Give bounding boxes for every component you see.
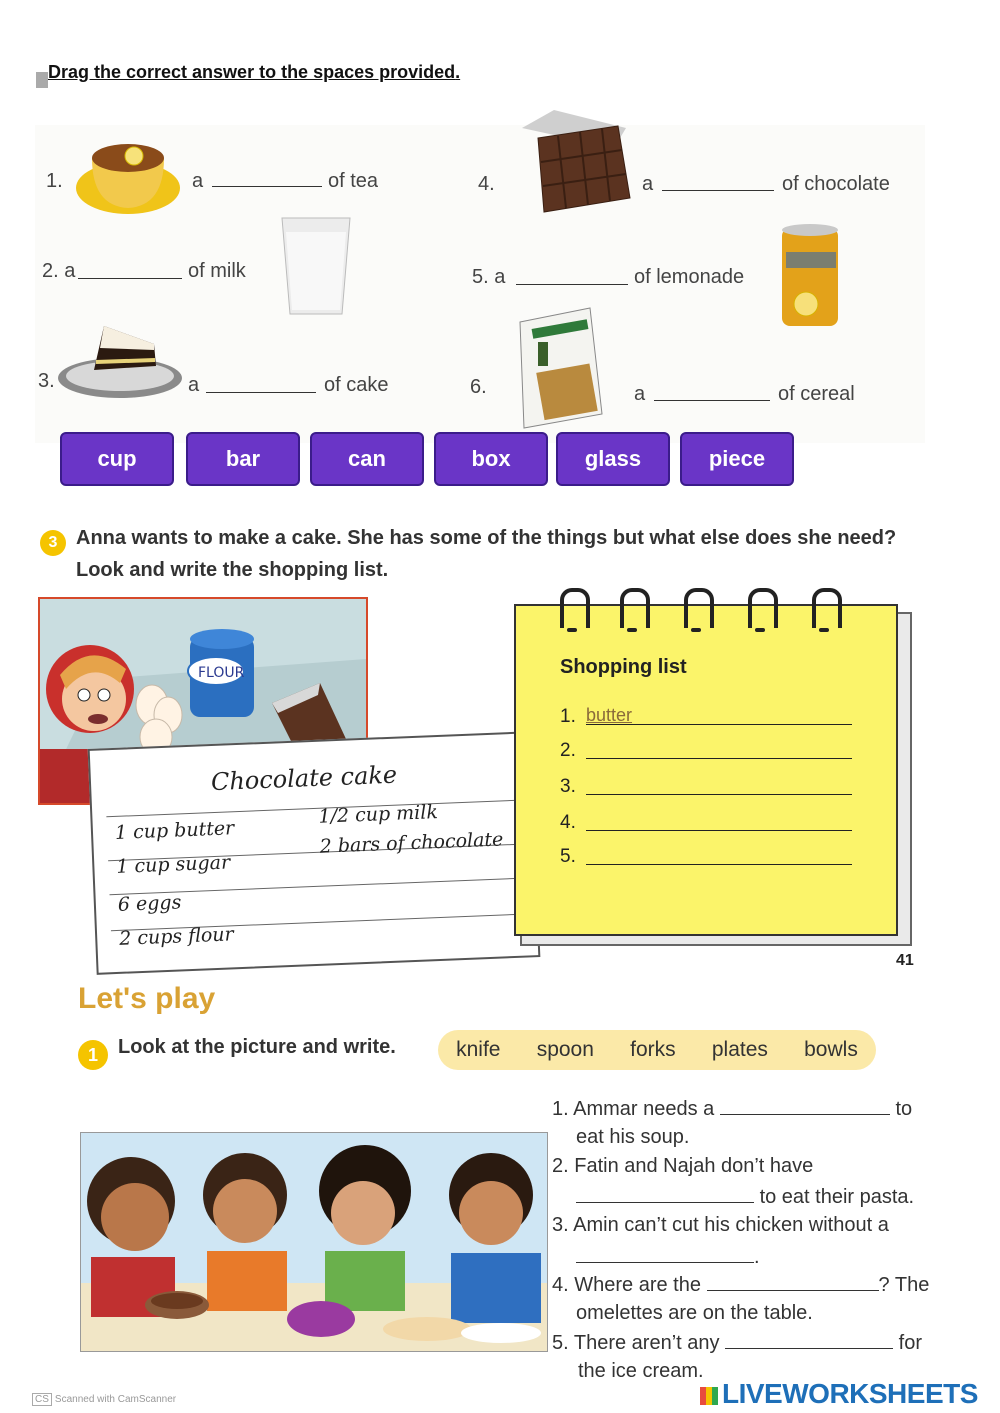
sentence-4-cont: omelettes are on the table. <box>576 1302 813 1324</box>
lemonade-can-icon <box>778 222 842 330</box>
liveworksheets-logo[interactable]: LIVEWORKSHEETS <box>700 1378 978 1410</box>
sentence-5: 5. There aren’t any for <box>552 1332 922 1354</box>
sentence-1: 1. Ammar needs a to <box>552 1098 913 1120</box>
item-4-number: 4. <box>478 173 495 195</box>
word-bank-item: spoon <box>536 1038 594 1061</box>
chocolate-bar-icon <box>514 108 634 218</box>
lets-play-number: 1 <box>78 1040 108 1070</box>
shopping-item-number: 1. <box>560 706 576 727</box>
sentence-3-cont: . <box>576 1244 760 1269</box>
item-2-text: of milk <box>188 260 246 282</box>
item-3-blank[interactable] <box>206 374 316 393</box>
recipe-ingredient: 2 bars of chocolate <box>319 828 504 858</box>
item-4-article: a <box>642 173 654 195</box>
notepad-ring <box>684 588 714 628</box>
sentence-3: 3. Amin can’t cut his chicken without a <box>552 1214 889 1236</box>
item-5-blank[interactable] <box>516 266 628 285</box>
item-3-number: 3. <box>38 370 55 392</box>
item-3-text: of cake <box>324 374 389 396</box>
scanner-watermark: CS Scanned with CamScanner <box>32 1394 176 1405</box>
shopping-item-number: 3. <box>560 776 576 797</box>
lets-play-heading: Let's play <box>78 982 216 1015</box>
liveworksheets-logo-icon <box>700 1387 718 1405</box>
page-number: 41 <box>896 952 914 969</box>
item-2-number: 2. a <box>42 260 76 282</box>
recipe-ingredient: 1 cup butter <box>114 817 235 844</box>
word-bank-item: plates <box>711 1038 768 1061</box>
sentence-3-blank[interactable] <box>576 1244 754 1263</box>
item-5-text: of lemonade <box>634 266 745 288</box>
answer-chip-can[interactable]: can <box>310 432 424 486</box>
word-bank-item: bowls <box>804 1038 858 1061</box>
notepad-ring <box>620 588 650 628</box>
answer-chip-bar[interactable]: bar <box>186 432 300 486</box>
instruction-text: Drag the correct answer to the spaces provided. <box>48 62 461 82</box>
shopping-item-2-field[interactable] <box>586 738 852 759</box>
sentence-1-blank[interactable] <box>720 1096 890 1115</box>
word-bank-item: knife <box>456 1038 501 1061</box>
notepad-ring <box>560 588 590 628</box>
recipe-ingredient: 6 eggs <box>117 891 182 916</box>
sentence-2: 2. Fatin and Najah don’t have <box>552 1155 814 1177</box>
instruction-marker <box>36 72 48 88</box>
shopping-item-1-field[interactable] <box>586 704 852 725</box>
shopping-list-title: Shopping list <box>560 656 687 678</box>
notepad-ring <box>748 588 778 628</box>
item-6-article: a <box>634 383 646 405</box>
item-6-blank[interactable] <box>654 382 770 401</box>
item-5-number: 5. a <box>472 266 506 288</box>
recipe-title: Chocolate cake <box>210 760 398 797</box>
exercise-3-instruction: Anna wants to make a cake. She has some of the things but what else does she need? Look and write the shopping list. <box>76 527 897 581</box>
word-bank <box>438 1030 876 1070</box>
shopping-item-3-field[interactable] <box>586 774 852 795</box>
piece-of-cake-icon <box>56 318 186 402</box>
shopping-item-5-field[interactable] <box>586 844 852 865</box>
item-2-blank[interactable] <box>78 260 182 279</box>
recipe-card <box>88 731 541 975</box>
answer-chip-glass[interactable]: glass <box>556 432 670 486</box>
glass-of-milk-icon <box>276 210 356 320</box>
sentence-2-blank[interactable] <box>576 1184 754 1203</box>
notepad-ring <box>812 588 842 628</box>
children-eating-illustration <box>80 1132 548 1352</box>
recipe-ingredient: 1/2 cup milk <box>318 801 439 828</box>
answer-chip-piece[interactable]: piece <box>680 432 794 486</box>
flour-bag-label: FLOUR <box>198 665 245 681</box>
item-6-number: 6. <box>470 376 487 398</box>
shopping-item-number: 4. <box>560 812 576 833</box>
sentence-1-cont: eat his soup. <box>576 1126 690 1148</box>
shopping-item-number: 5. <box>560 846 576 867</box>
cereal-box-icon <box>516 302 608 432</box>
exercise-3-number: 3 <box>40 530 66 556</box>
lets-play-instruction: Look at the picture and write. <box>118 1036 396 1058</box>
sentence-5-blank[interactable] <box>725 1330 893 1349</box>
scanner-badge: CS <box>32 1393 52 1406</box>
shopping-item-4-field[interactable] <box>586 810 852 831</box>
item-4-blank[interactable] <box>662 172 774 191</box>
word-bank-item: forks <box>630 1038 676 1061</box>
shopping-item-number: 2. <box>560 740 576 761</box>
sentence-5-cont: the ice cream. <box>578 1360 704 1382</box>
sentence-2-cont: to eat their pasta. <box>576 1184 914 1209</box>
item-1-article: a <box>192 170 204 192</box>
sentence-4-blank[interactable] <box>707 1272 879 1291</box>
recipe-ingredient: 2 cups flour <box>118 923 235 950</box>
cup-of-tea-icon <box>70 118 180 218</box>
recipe-ingredient: 1 cup sugar <box>115 851 231 878</box>
sentence-4: 4. Where are the ? The <box>552 1274 930 1296</box>
item-1-number: 1. <box>46 170 63 192</box>
item-3-article: a <box>188 374 200 396</box>
item-4-text: of chocolate <box>782 173 890 195</box>
shopping-list-notepad <box>514 604 898 936</box>
shopping-item-1-answer: butter <box>586 705 633 725</box>
item-1-blank[interactable] <box>212 168 322 187</box>
item-1-text: of tea <box>328 170 379 192</box>
item-6-text: of cereal <box>778 383 855 405</box>
answer-chip-cup[interactable]: cup <box>60 432 174 486</box>
answer-chip-box[interactable]: box <box>434 432 548 486</box>
